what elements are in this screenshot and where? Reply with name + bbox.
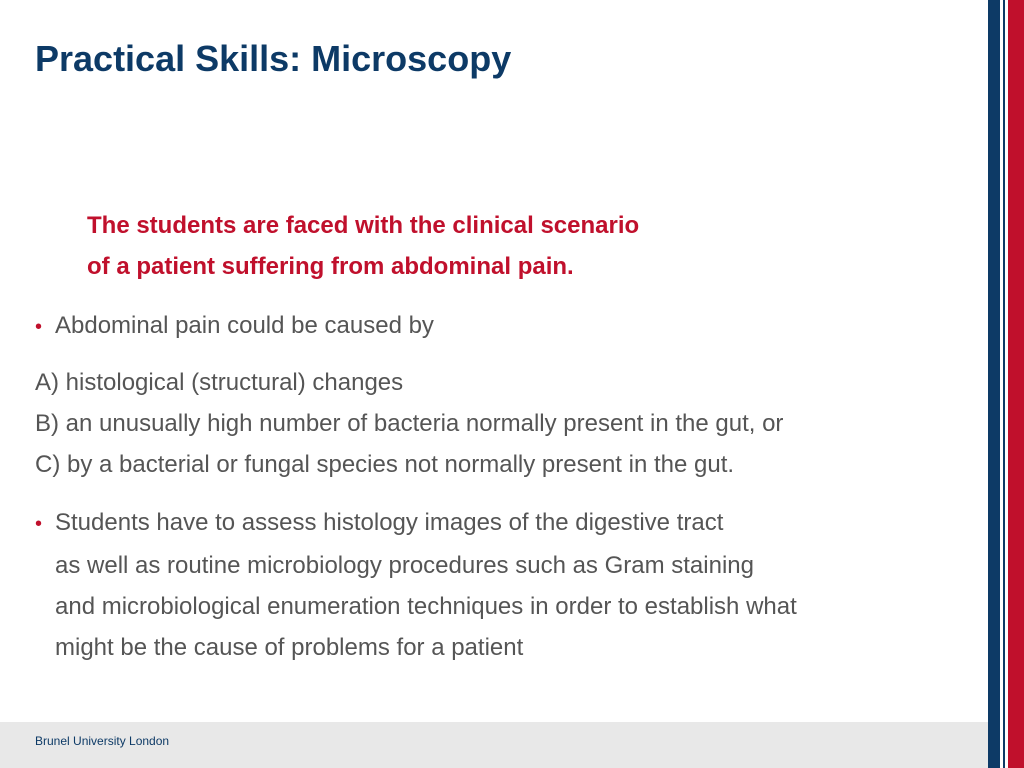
bullet-line-4: might be the cause of problems for a patient <box>55 634 524 661</box>
bullet-line-3: and microbiological enumeration techniques in order to establish what <box>55 593 797 620</box>
bullet-icon: • <box>35 316 43 338</box>
bullet-icon: • <box>35 513 43 535</box>
bullet-item-abdominal-pain <box>35 305 434 348</box>
stripe-red <box>1008 0 1024 768</box>
cause-c: C) by a bacterial or fungal species not normally present in the gut. <box>35 451 735 478</box>
scenario-line-1: The students are faced with the clinical scenario <box>87 212 640 239</box>
slide-title: Practical Skills: Microscopy <box>35 38 512 79</box>
footer-bar <box>0 722 988 768</box>
scenario-text <box>87 205 639 287</box>
bullet-line-2: as well as routine microbiology procedures such as Gram staining <box>55 552 754 579</box>
causes-list <box>35 362 783 485</box>
stripe-navy-1 <box>988 0 1000 768</box>
bullet-line-text: Students have to assess histology images of the digestive tract <box>55 509 724 536</box>
bullet-text: Abdominal pain could be caused by <box>55 312 434 339</box>
bullet-item-students-assess <box>35 502 797 668</box>
scenario-line-2: of a patient suffering from abdominal pain. <box>87 253 574 280</box>
brand-stripes <box>988 0 1024 768</box>
cause-b: B) an unusually high number of bacteria normally present in the gut, or <box>35 410 784 437</box>
cause-a: A) histological (structural) changes <box>35 369 404 396</box>
bullet-line-1 <box>35 502 797 545</box>
footer-institution: Brunel University London <box>35 734 170 748</box>
